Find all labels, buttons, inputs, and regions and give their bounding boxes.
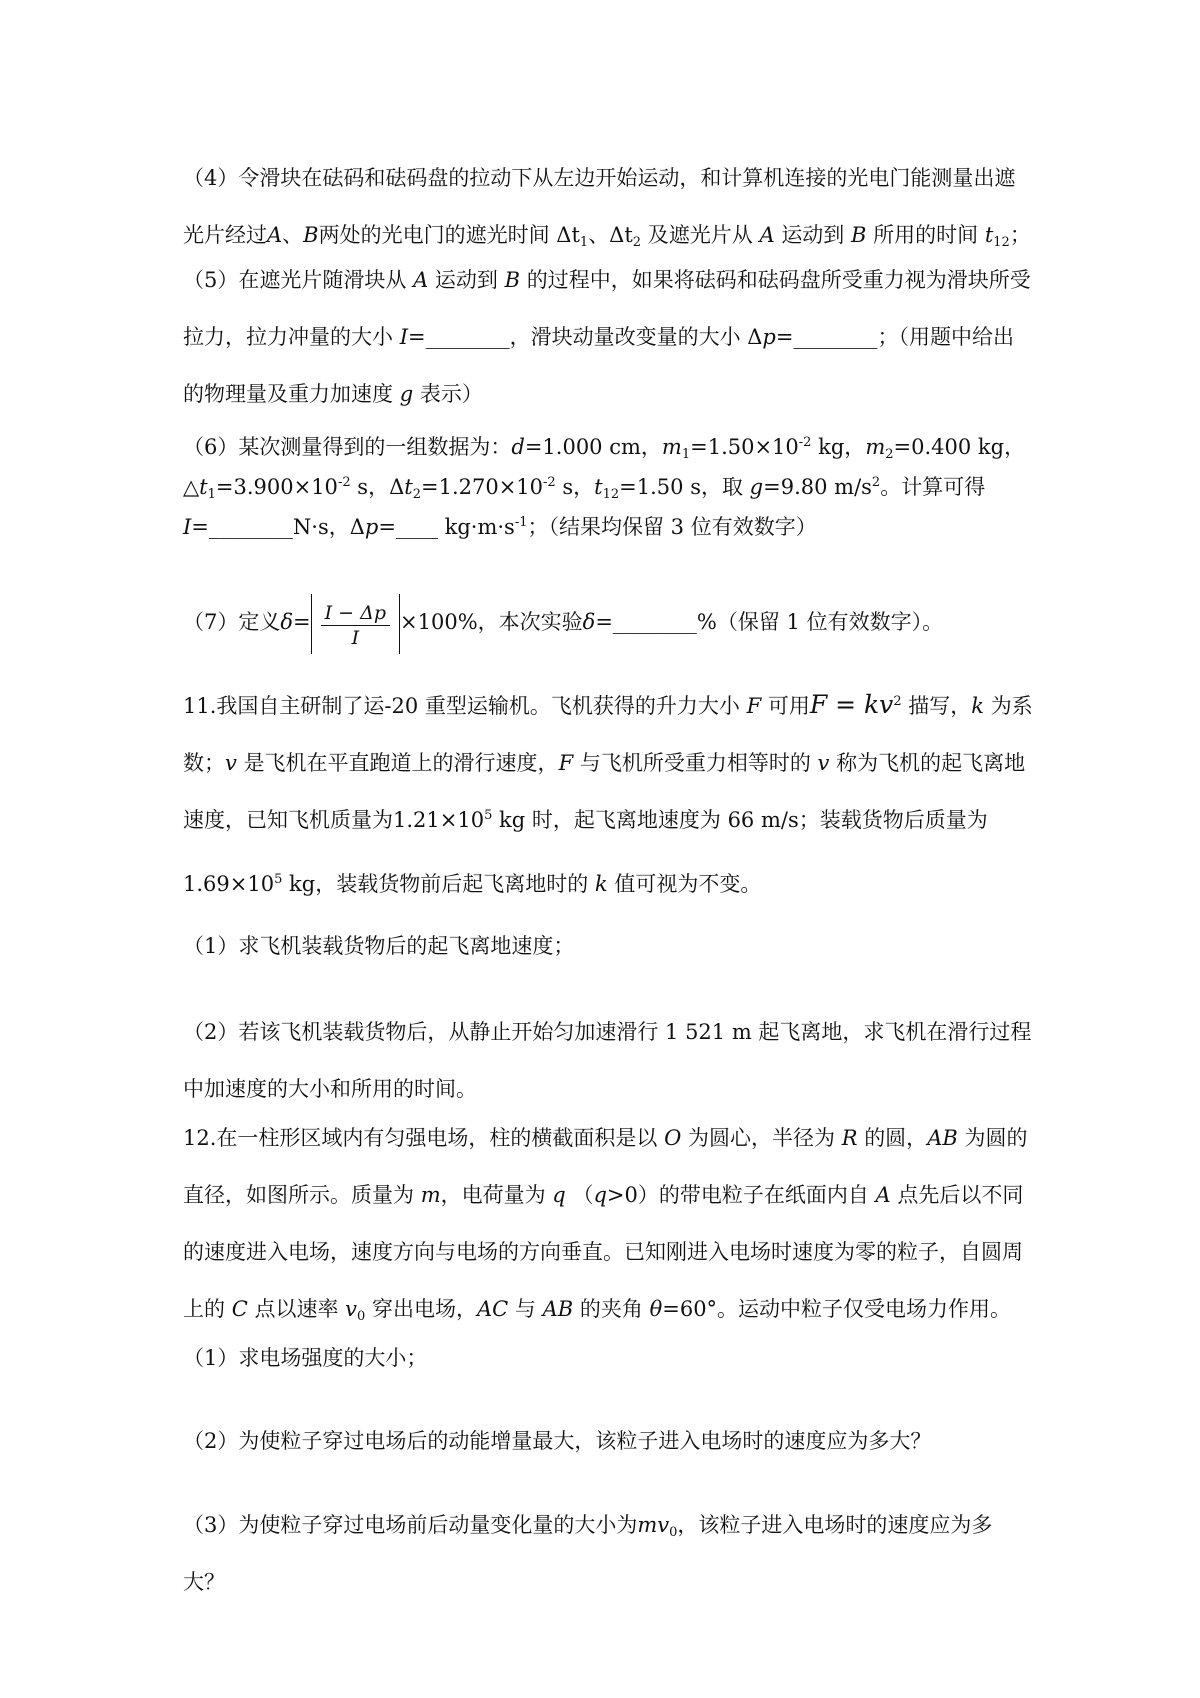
- abs-fraction: [311, 594, 400, 654]
- item-4: （4）令滑块在砝码和砝码盘的拉动下从左边开始运动，和计算机连接的光电门能测量出遮光片经过A、B两处的光电门的遮光时间 $\Delta t_1$、$\Delta t_2$ 及遮光片从 A 运动到 B 所用的时间 $t_{12}$；: [183, 166, 1031, 250]
- question-12-part-2: （2）为使粒子穿过电场后的动能增量最大，该粒子进入电场时的速度应为多大？: [183, 1429, 932, 1453]
- item-6: （6）某次测量得到的一组数据为：d=1.000 cm，$m_1=1.50\times 10^{-2}$ kg，$m_2=0.400$ kg， $\triangle t_1=3.900\times 10^{-2}$ s，$\Delta t_2=1.270\times 10^{-2}$ s，$t_{12}=1.50$ s，取 g=9.80 $m/s^2$。计算可得 I=________N·s，Δp=____ $kg\cdot m\cdot s^{-1}$；（结果均保留 3 位有效数字）: [183, 435, 1026, 539]
- question-11: 11.我国自主研制了运-20 重型运输机。飞机获得的升力大小 F 可用$F = kv^2$ 描写，k 为系数；v 是飞机在平直跑道上的滑行速度，F 与飞机所受重力相等时的 v 称为飞机的起飞离地速度，已知飞机质量为$1.21\times 10^5$ kg 时，起飞离地速度为 66 m/s；装载货物后质量为 $1.69\times 10^5$ kg，装载货物前后起飞离地时的 k 值可视为不变。: [183, 690, 1033, 896]
- question-11-part-2: （2）若该飞机装载货物后，从静止开始匀加速滑行 1 521 m 起飞离地，求飞机在滑行过程中加速度的大小和所用的时间。: [183, 1020, 1032, 1101]
- question-12-part-3: （3）为使粒子穿过电场前后动量变化量的大小为$mv_0$，该粒子进入电场时的速度应为多大？: [183, 1513, 993, 1594]
- item-5: （5）在遮光片随滑块从 A 运动到 B 的过程中，如果将砝码和砝码盘所受重力视为滑块所受拉力，拉力冲量的大小 I=________，滑块动量改变量的大小 Δp=________；（用题中给出的物理量及重力加速度 g 表示）: [183, 268, 1031, 406]
- question-12: 12.在一柱形区域内有匀强电场，柱的横截面积是以 O 为圆心，半径为 R 的圆，AB 为圆的直径，如图所示。质量为 m，电荷量为 q （q>0）的带电粒子在纸面内自 A 点先后以不同的速度进入电场，速度方向与电场的方向垂直。已知刚进入电场时速度为零的粒子，自圆周上的 C 点以速率 $v_0$ 穿出电场，AC 与 AB 的夹角 θ=60°。运动中粒子仅受电场力作用。: [183, 1126, 1028, 1324]
- item-7: （7）定义δ= $\frac{I - \Delta p}{I}$ ×100%，本次实验δ=________%（保留 1 位有效数字）。: [183, 592, 1033, 654]
- question-11-part-1: （1）求飞机装载货物后的起飞离地速度；: [183, 934, 575, 958]
- fraction: $\frac{I - \Delta p}{I}$: [321, 601, 390, 650]
- question-12-part-1: （1）求电场强度的大小；: [183, 1346, 428, 1370]
